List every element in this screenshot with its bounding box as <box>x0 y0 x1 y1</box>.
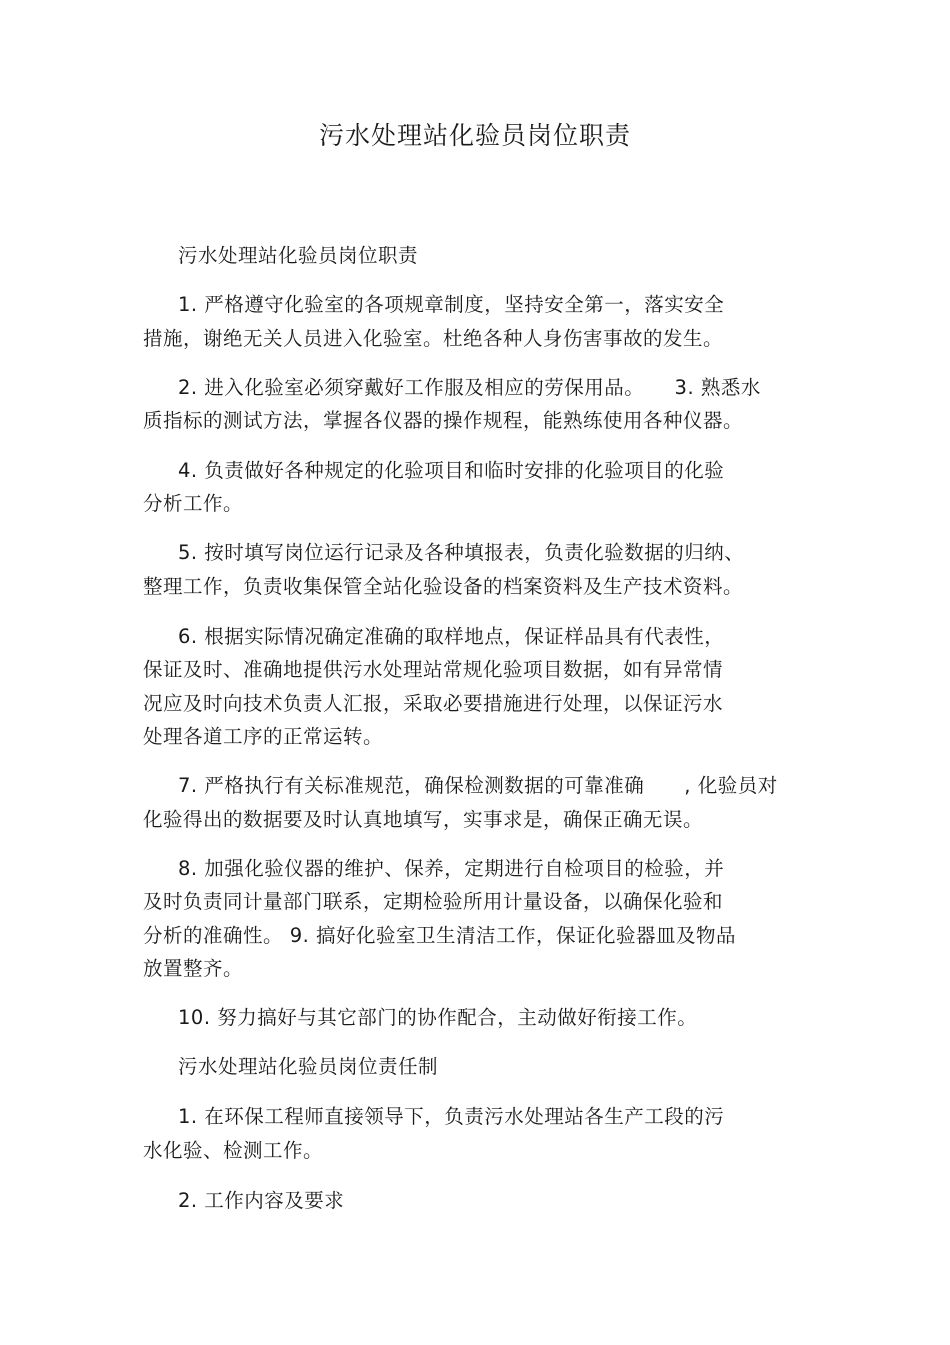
paragraph-line: 处理各道工序的正常运转。 <box>143 725 384 748</box>
paragraph-line: 8. 加强化验仪器的维护、保养，定期进行自检项目的检验，并 <box>178 857 725 880</box>
paragraph-line: 1. 在环保工程师直接领导下，负责污水处理站各生产工段的污 <box>178 1105 725 1128</box>
paragraph-line: 2. 工作内容及要求 <box>178 1189 345 1212</box>
paragraph-line: 5. 按时填写岗位运行记录及各种填报表，负责化验数据的归纳、 <box>178 541 745 564</box>
paragraph-line: 措施，谢绝无关人员进入化验室。杜绝各种人身伤害事故的发生。 <box>143 327 724 350</box>
paragraph-line: 1. 严格遵守化验室的各项规章制度，坚持安全第一，落实安全 <box>178 293 725 316</box>
paragraph-line: 及时负责同计量部门联系，定期检验所用计量设备，以确保化验和 <box>143 890 724 913</box>
section-heading: 污水处理站化验员岗位职责 <box>178 244 419 267</box>
paragraph-line: 10. 努力搞好与其它部门的协作配合，主动做好衔接工作。 <box>178 1006 698 1029</box>
paragraph-line: 整理工作，负责收集保管全站化验设备的档案资料及生产技术资料。 <box>143 575 744 598</box>
paragraph-line: 分析的准确性。 9. 搞好化验室卫生清洁工作，保证化验器皿及物品 <box>143 924 737 947</box>
paragraph-line: 质指标的测试方法，掌握各仪器的操作规程，能熟练使用各种仪器。 <box>143 409 744 432</box>
document-title: 污水处理站化验员岗位职责 <box>318 121 631 150</box>
paragraph-line: 保证及时、准确地提供污水处理站常规化验项目数据，如有异常情 <box>143 658 724 681</box>
paragraph-line: 化验得出的数据要及时认真地填写，实事求是，确保正确无误。 <box>143 808 704 831</box>
paragraph-line: 4. 负责做好各种规定的化验项目和临时安排的化验项目的化验 <box>178 459 725 482</box>
section-heading: 污水处理站化验员岗位责任制 <box>178 1055 439 1078</box>
paragraph-line: 7. 严格执行有关标准规范，确保检测数据的可靠准确 , 化验员对 <box>178 774 778 797</box>
paragraph-line: 况应及时向技术负责人汇报，采取必要措施进行处理，以保证污水 <box>143 692 724 715</box>
paragraph-line: 2. 进入化验室必须穿戴好工作服及相应的劳保用品。 3. 熟悉水 <box>178 376 761 399</box>
paragraph-line: 放置整齐。 <box>143 957 244 980</box>
paragraph-line: 6. 根据实际情况确定准确的取样地点，保证样品具有代表性， <box>178 625 725 648</box>
paragraph-line: 分析工作。 <box>143 492 244 515</box>
paragraph-line: 水化验、检测工作。 <box>143 1139 324 1162</box>
